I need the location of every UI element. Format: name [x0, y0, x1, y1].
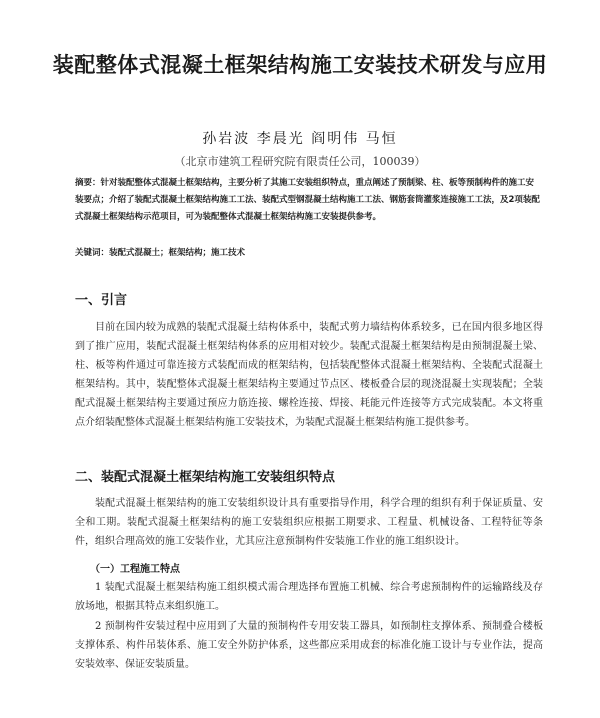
section-2-heading: 二、装配式混凝土框架结构施工安装组织特点 — [75, 470, 336, 485]
list-item-1: 1 装配式混凝土框架结构施工组织模式需合理选择布置施工机械、综合考虑预制构件的运输路线及存放场地，根据其特点来组织施工。 — [75, 582, 543, 612]
paper-authors: 孙岩波 李晨光 阎明伟 马恒 — [202, 131, 398, 147]
paper-keywords: 关键词：装配式混凝土；框架结构；施工技术 — [75, 248, 246, 258]
paper-title: 装配整体式混凝土框架结构施工安装技术研发与应用 — [52, 53, 548, 77]
paper-affiliation: （北京市建筑工程研究院有限责任公司，100039） — [174, 155, 426, 168]
section-2-paragraph: 装配式混凝土框架结构的施工安装组织设计具有重要指导作用，科学合理的组织有利于保证质量、安全和工期。装配式混凝土框架结构的施工安装组织应根据工期要求、工程量、机械设备、工程特征等条件，组织合理高效的施工安装作业，尤其应注意预制构件安装施工作业的施工组织设计。 — [75, 498, 543, 547]
section-1-heading: 一、引言 — [75, 293, 128, 308]
list-item-2: 2 预制构件安装过程中应用到了大量的预制构件专用安装工器具，如预制柱支撑体系、预制叠合楼板支撑体系、构件吊装体系、施工安全外防护体系，这些都应采用成套的标准化施工设计与专业作法，提高安装效率、保证安装质量。 — [75, 621, 543, 670]
section-1-paragraph: 目前在国内较为成熟的装配式混凝土结构体系中，装配式剪力墙结构体系较多，已在国内很多地区得到了推广应用，装配式混凝土框架结构体系的应用相对较少。装配式混凝土框架结构是由预制混凝土梁、柱、板等构件通过可靠连接方式装配而成的框架结构，包括装配整体式混凝土框架结构、全装配式混凝土框架结构。其中，装配整体式混凝土框架结构主要通过节点区、楼板叠合层的现浇混凝土实现装配；全装配式混凝土框架结构主要通过预应力筋连接、螺栓连接、焊接、耗能元件连接等方式完成装配。本文将重点介绍装配整体式混凝土框架结构施工安装技术，为装配式混凝土框架结构施工提供参考。 — [75, 322, 543, 428]
paper-abstract: 摘要：针对装配整体式混凝土框架结构，主要分析了其施工安装组织特点，重点阐述了预制梁、柱、板等预制构件的施工安装要点；介绍了装配式混凝土框架结构施工工法、装配式型钢混凝土结构施工工法、钢筋套筒灌浆连接施工工法，及2项装配式混凝土框架结构示范项目，可为装配整体式混凝土框架结构施工安装提供参考。 — [75, 178, 540, 222]
subsection-heading: （一）工程施工特点 — [90, 564, 180, 575]
